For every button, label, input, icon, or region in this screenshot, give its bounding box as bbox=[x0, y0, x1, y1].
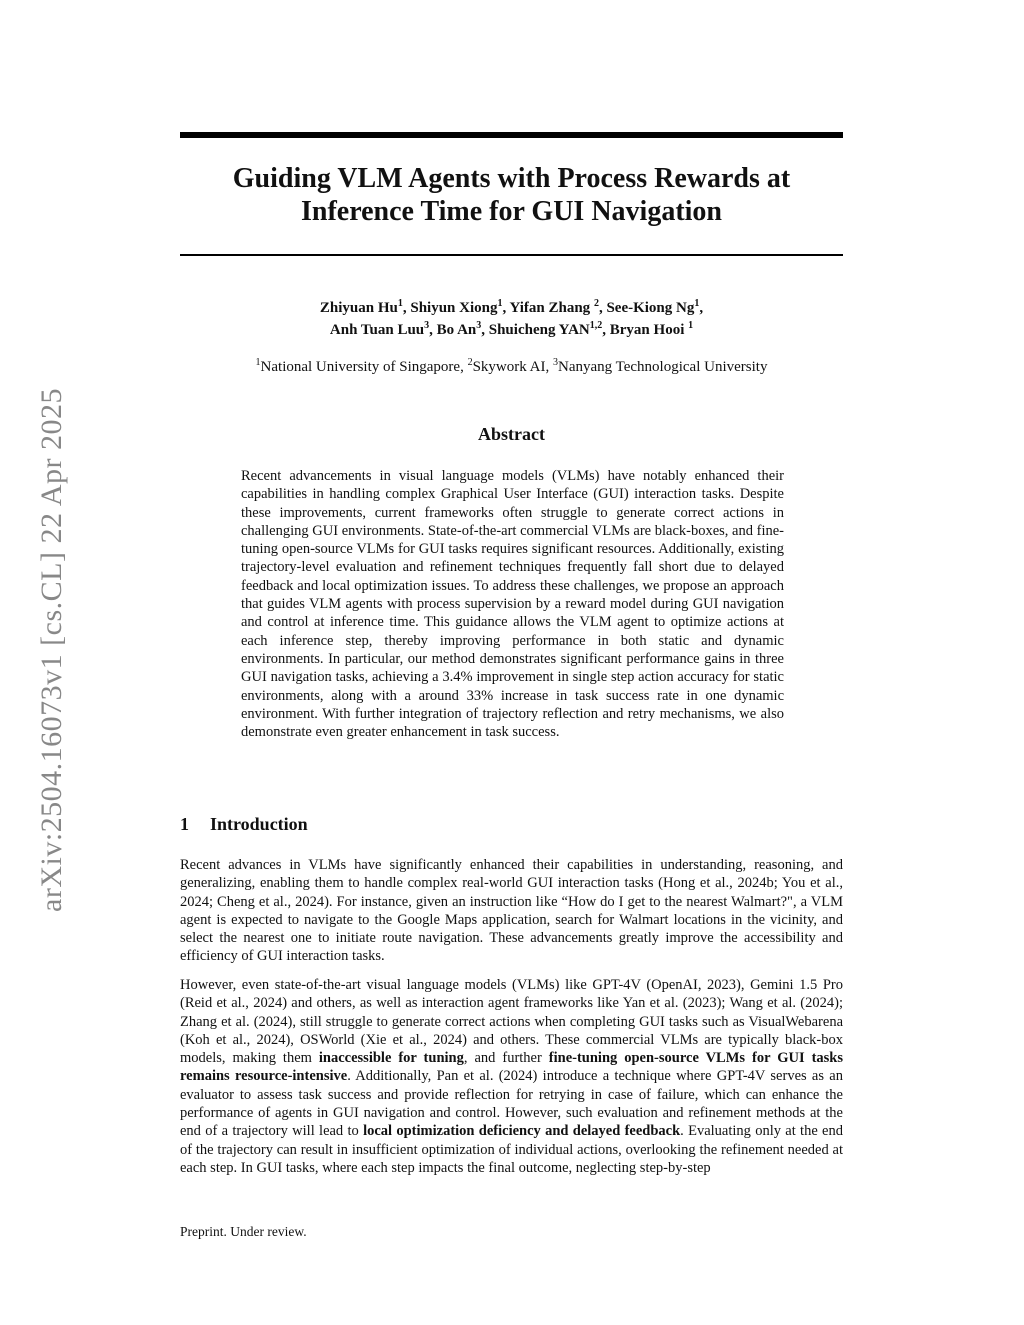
title-line-1: Guiding VLM Agents with Process Rewards at bbox=[232, 163, 791, 194]
author-list bbox=[180, 297, 843, 341]
paper-title bbox=[180, 162, 843, 228]
author: Anh Tuan Luu$^3$, bbox=[329, 320, 437, 338]
author: Bryan Hooi $^1$ bbox=[609, 320, 694, 338]
affiliation: $^3$Nanyang Technological University bbox=[553, 357, 768, 375]
arxiv-stamp-text: arXiv:2504.16073v1 [cs.CL] 22 Apr 2025 bbox=[35, 388, 68, 912]
intro-paragraph-2: However, even state-of-the-art visual language models (VLMs) like GPT-4V (OpenAI, 2023), Gemini 1.5 Pro (Reid et al., 2024) and others, as well as interaction agent frameworks like Yan et al. (2023); Wang et al. (2024); Zhang et al. (2024), still struggle to generate correct actions when completing GUI tasks such as VisualWebarena (Koh et al., 2024), OSWorld (Xie et al., 2024) and others. These commercial VLMs are typically black-box models, making them inaccessible for tuning, and further fine-tuning open-source VLMs for GUI tasks remains resource-intensive. Additionally, Pan et al. (2024) introduce a technique where GPT-4V serves as an evaluator to assess task success and provide reflection for retrying in case of failure, which can enhance the performance of agents in GUI navigation and control. However, such evaluation and refinement methods at the end of a trajectory will lead to local optimization deficiency and delayed feedback. Evaluating only at the end of the trajectory can result in insufficient optimization of individual actions, overlooking the refinement needed at each step. In GUI tasks, where each step impacts the final outcome, neglecting step-by-step bbox=[180, 977, 844, 1176]
author: Shiyun Xiong$^1$, bbox=[410, 298, 510, 316]
author: Shuicheng YAN$^{1,2}$, bbox=[488, 320, 610, 338]
title-line-2: Inference Time for GUI Navigation bbox=[300, 196, 722, 227]
emphasis: fine-tuning open-source VLMs for GUI tasks remains resource-intensive bbox=[180, 1050, 844, 1085]
emphasis: inaccessible for tuning bbox=[318, 1050, 464, 1067]
title-bottom-rule bbox=[180, 254, 843, 256]
affiliation-list bbox=[180, 357, 843, 377]
author: Zhiyuan Hu$^1$, bbox=[319, 298, 411, 316]
footer-note: Preprint. Under review. bbox=[180, 1224, 307, 1239]
author: Bo An$^3$, bbox=[436, 320, 489, 338]
emphasis: local optimization deficiency and delayed feedback bbox=[363, 1123, 681, 1140]
section-number: 1 bbox=[180, 814, 189, 834]
intro-paragraph-1: Recent advances in VLMs have significantly enhanced their capabilities in understanding, reasoning, and generalizing, enabling them to handle complex real-world GUI interaction tasks (Hong et al., 2024b; You et al., 2024; Cheng et al., 2024). For instance, given an instruction like “How do I get to the nearest Walmart?", a VLM agent is expected to navigate to the Google Maps application, search for Walmart locations in the vicinity, and select the nearest one to initiate route navigation. These advancements greatly improve the accessibility and efficiency of GUI interaction tasks. bbox=[180, 857, 843, 965]
author: Yifan Zhang $^2$, bbox=[509, 298, 607, 316]
affiliation: $^2$Skywork AI, bbox=[467, 357, 553, 375]
title-top-rule bbox=[180, 132, 843, 138]
section-title: Introduction bbox=[210, 814, 308, 834]
abstract-text: Recent advancements in visual language models (VLMs) have notably enhanced their capabilities in handling complex Graphical User Interface (GUI) interaction tasks. Despite these improvements, current frameworks often struggle to generate correct actions in challenging GUI environments. State-of-the-art commercial VLMs are black-boxes, and fine-tuning open-source VLMs for GUI tasks requires significant resources. Additionally, existing trajectory-level evaluation and refinement techniques frequently fall short due to delayed feedback and local optimization issues. To address these challenges, we propose an approach that guides VLM agents with process supervision by a reward model during GUI navigation and control at inference time. This guidance allows the VLM agent to optimize actions at each inference step, thereby improving performance in both static and dynamic environments. In particular, our method demonstrates significant performance gains in three GUI navigation tasks, achieving a 3.4% improvement in single step action accuracy for static environments, along with a around 33% increase in task success rate in one dynamic environment. With further integration of trajectory reflection and retry mechanisms, we also demonstrate even greater enhancement in task success. bbox=[241, 468, 784, 741]
section-heading-introduction bbox=[180, 814, 308, 835]
arxiv-stamp bbox=[32, 360, 72, 940]
abstract-heading: Abstract bbox=[478, 424, 545, 444]
affiliation: $^1$National University of Singapore, bbox=[255, 357, 468, 375]
author: See-Kiong Ng$^1$, bbox=[606, 298, 704, 316]
